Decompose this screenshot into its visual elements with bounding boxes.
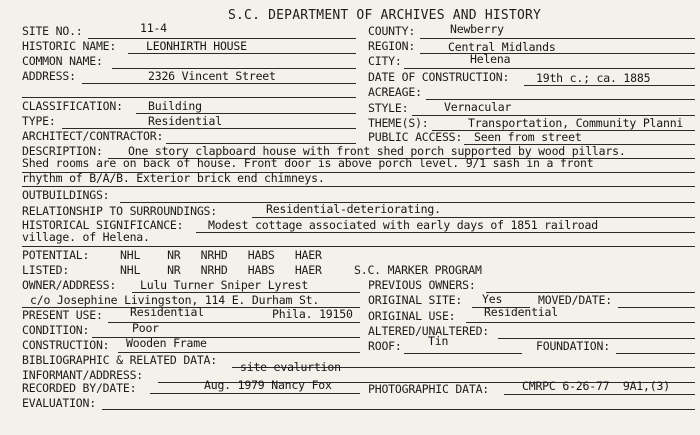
card-title: S.C. DEPARTMENT OF ARCHIVES AND HISTORY	[228, 8, 542, 23]
description-line-1: One story clapboard house with front shed porch supported by wood pillars.	[128, 144, 626, 158]
historical-significance-label: HISTORICAL SIGNIFICANCE:	[22, 218, 184, 232]
listed-designations: NHL NR NRHD HABS HAER	[120, 263, 322, 277]
site-no-label: SITE NO.:	[22, 24, 83, 38]
original-use-label: ORIGINAL USE:	[368, 309, 456, 323]
section-divider	[22, 97, 356, 98]
historical-significance-line-1: Modest cottage associated with early days of 1851 railroad	[208, 218, 598, 232]
region-line	[420, 53, 695, 54]
style-value: Vernacular	[444, 100, 512, 114]
type-label: TYPE:	[22, 114, 56, 128]
historical-significance-rule-1	[196, 232, 695, 233]
description-divider	[22, 186, 695, 187]
recorded-by-line	[150, 393, 360, 394]
original-use-value: Residential	[484, 305, 558, 319]
bibliographic-label: BIBLIOGRAPHIC & RELATED DATA:	[22, 353, 217, 367]
foundation-label: FOUNDATION:	[536, 339, 610, 353]
condition-label: CONDITION:	[22, 323, 90, 337]
recorded-by-label: RECORDED BY/DATE:	[22, 381, 137, 395]
original-use-line	[466, 322, 695, 323]
relationship-value: Residential-deteriorating.	[266, 202, 441, 216]
description-line-2: Shed rooms are on back of house. Front door is above porch level. 9/1 sash in a front	[22, 156, 594, 170]
outbuildings-label: OUTBUILDINGS:	[22, 188, 110, 202]
description-label: DESCRIPTION:	[22, 144, 103, 158]
style-label: STYLE:	[368, 101, 409, 115]
architect-label: ARCHITECT/CONTRACTOR:	[22, 129, 164, 143]
informant-label: INFORMANT/ADDRESS:	[22, 368, 144, 382]
evaluation-line	[102, 409, 695, 410]
foundation-line	[616, 353, 695, 354]
address-line	[82, 83, 356, 84]
informant-value: site evalurtion	[240, 360, 341, 374]
moved-date-line	[618, 307, 695, 308]
historical-significance-rule-2	[22, 246, 695, 247]
themes-label: THEME(S):	[368, 116, 429, 130]
historic-name-value: LEONHIRTH HOUSE	[146, 39, 247, 53]
present-use-value: Residential	[130, 305, 204, 319]
original-site-value: Yes	[482, 292, 503, 306]
marker-program-label: S.C. MARKER PROGRAM	[354, 263, 482, 277]
historic-name-label: HISTORIC NAME:	[22, 39, 117, 53]
date-of-construction-label: DATE OF CONSTRUCTION:	[368, 70, 510, 84]
construction-value: Wooden Frame	[126, 336, 207, 350]
roof-line	[404, 353, 522, 354]
photographic-data-label: PHOTOGRAPHIC DATA:	[368, 382, 490, 396]
classification-label: CLASSIFICATION:	[22, 99, 123, 113]
photographic-data-value: CMRPC 6-26-77 9A1,(3)	[522, 379, 670, 393]
themes-value: Transportation, Community Planni	[468, 116, 684, 130]
relationship-label: RELATIONSHIP TO SURROUNDINGS:	[22, 204, 217, 218]
roof-value: Tin	[428, 334, 449, 348]
original-site-label: ORIGINAL SITE:	[368, 293, 463, 307]
county-value: Newberry	[450, 22, 504, 36]
owner-city-value: Phila. 19150	[272, 307, 353, 321]
description-line-3: rhythm of B/A/B. Exterior brick end chimneys.	[22, 171, 325, 185]
site-no-value: 11-4	[140, 21, 167, 35]
condition-value: Poor	[132, 321, 159, 335]
city-label: CITY:	[368, 54, 402, 68]
address-label: ADDRESS:	[22, 69, 76, 83]
type-value: Residential	[148, 114, 222, 128]
date-of-construction-line	[524, 85, 695, 86]
region-value: Central Midlands	[448, 40, 556, 54]
city-value: Helena	[470, 52, 511, 66]
classification-value: Building	[148, 99, 202, 113]
city-line	[404, 68, 695, 69]
potential-designations: NHL NR NRHD HABS HAER	[120, 248, 322, 262]
roof-label: ROOF:	[368, 339, 402, 353]
historical-significance-line-2: village. of Helena.	[22, 230, 150, 244]
county-line	[420, 38, 695, 39]
previous-owners-label: PREVIOUS OWNERS:	[368, 278, 476, 292]
listed-label: LISTED:	[22, 263, 70, 277]
county-label: COUNTY:	[368, 24, 416, 38]
altered-label: ALTERED/UNALTERED:	[368, 324, 490, 338]
construction-label: CONSTRUCTION:	[22, 338, 110, 352]
historic-name-line	[128, 53, 356, 54]
date-of-construction-value: 19th c.; ca. 1885	[536, 71, 651, 85]
acreage-label: ACREAGE:	[368, 85, 422, 99]
region-label: REGION:	[368, 39, 416, 53]
moved-date-label: MOVED/DATE:	[538, 293, 612, 307]
public-access-value: Seen from street	[474, 130, 582, 144]
owner-name-value: Lulu Turner Sniper Lyrest	[140, 278, 309, 292]
owner-address-label: OWNER/ADDRESS:	[22, 278, 117, 292]
potential-label: POTENTIAL:	[22, 248, 90, 262]
evaluation-label: EVALUATION:	[22, 396, 96, 410]
present-use-label: PRESENT USE:	[22, 308, 103, 322]
public-access-label: PUBLIC ACCESS:	[368, 130, 463, 144]
owner-address-value: c/o Josephine Livingston, 114 E. Durham St.	[30, 293, 320, 307]
address-value: 2326 Vincent Street	[148, 69, 276, 83]
common-name-label: COMMON NAME:	[22, 54, 103, 68]
recorded-by-value: Aug. 1979 Nancy Fox	[204, 378, 332, 392]
photographic-data-line	[504, 394, 695, 395]
